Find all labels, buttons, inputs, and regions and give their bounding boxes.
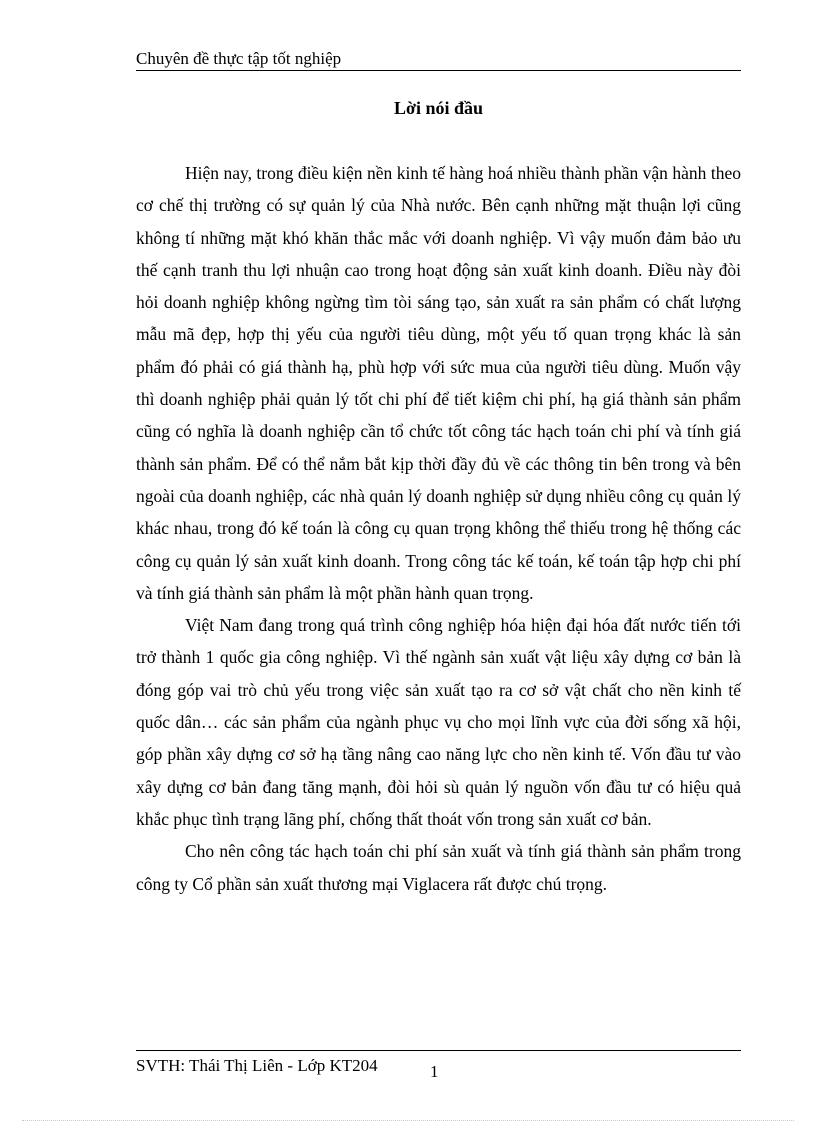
document-body [136,157,741,900]
document-title: Lời nói đầu [393,98,483,118]
paragraph: Việt Nam đang trong quá trình công nghiệp hóa hiện đại hóa đất nước tiến tới trở thành 1 quốc gia công nghiệp. Vì thế ngành sản xuất vật liệu xây dựng cơ bản là đóng góp vai trò chủ yếu trong việc sản xuất tạo ra cơ sở vật chất cho nền kinh tế quốc dân… các sản phẩm của ngành phục vụ cho mọi lĩnh vực của đời sống xã hội, góp phần xây dựng cơ sở hạ tầng nâng cao năng lực cho nền kinh tế. Vốn đầu tư vào xây dựng cơ bản đang tăng mạnh, đòi hỏi sù quản lý nguồn vốn đầu tư có hiệu quả khắc phục tình trạng lãng phí, chống thất thoát vốn trong sản xuất cơ bản. [136,615,741,829]
paragraph: Cho nên công tác hạch toán chi phí sản xuất và tính giá thành sản phẩm trong công ty Cổ phần sản xuất thương mại Viglacera rất được chú trọng. [136,841,741,894]
page-footer [136,1050,741,1081]
page-header [136,48,741,71]
page-number: 1 [430,1062,439,1081]
header-title: Chuyên đề thực tập tốt nghiệp [136,49,342,68]
footer-author: SVTH: Thái Thị Liên - Lớp KT204 [136,1056,378,1075]
page-edge-divider [22,1120,794,1121]
paragraph: Hiện nay, trong điều kiện nền kinh tế hàng hoá nhiều thành phần vận hành theo cơ chế thị trường có sự quản lý của Nhà nước. Bên cạnh những mặt thuận lợi cũng không tí những mặt khó khăn thắc mắc với doanh nghiệp. Vì vậy muốn đảm bảo ưu thế cạnh tranh thu lợi nhuận cao trong hoạt động sản xuất kinh doanh. Điều này đòi hỏi doanh nghiệp không ngừng tìm tòi sáng tạo, sản xuất ra sản phẩm có chất lượng mẫu mã đẹp, hợp thị yếu của người tiêu dùng, một yếu tố quan trọng khác là sản phẩm đó phải có giá thành hạ, phù hợp với sức mua của người tiêu dùng. Muốn vậy thì doanh nghiệp phải quản lý tốt chi phí để tiết kiệm chi phí, hạ giá thành sản phẩm cũng có nghĩa là doanh nghiệp cần tổ chức tốt công tác hạch toán chi phí và tính giá thành sản phẩm. Để có thể nắm bắt kịp thời đầy đủ về các thông tin bên trong và bên ngoài của doanh nghiệp, các nhà quản lý doanh nghiệp sử dụng nhiều công cụ quản lý khác nhau, trong đó kế toán là công cụ quan trọng không thể thiếu trong hệ thống các công cụ quản lý sản xuất kinh doanh. Trong công tác kế toán, kế toán tập hợp chi phí và tính giá thành sản phẩm là một phần hành quan trọng. [136,163,741,603]
